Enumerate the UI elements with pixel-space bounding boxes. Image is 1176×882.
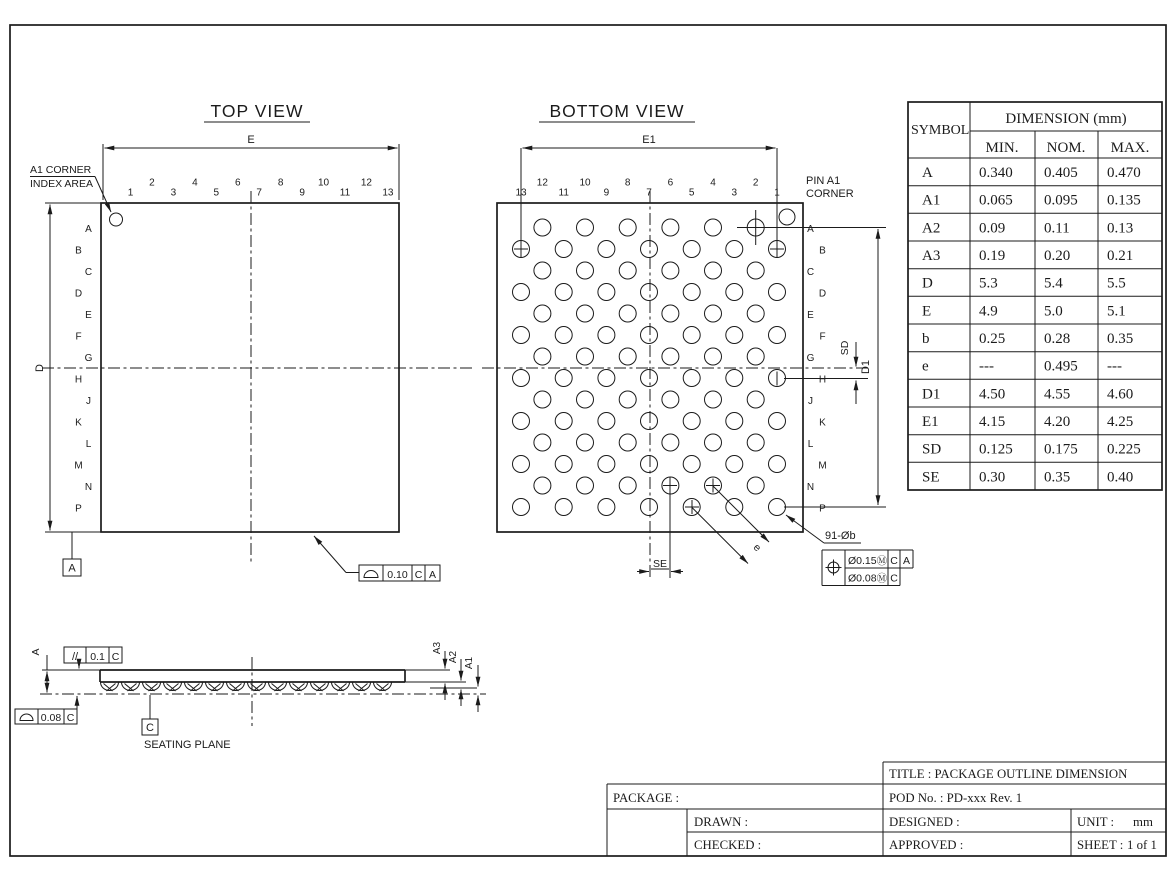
ball-A6 [662, 219, 679, 236]
ball-L4 [705, 434, 722, 451]
ball-D9 [598, 284, 615, 301]
tv-row-label: L [85, 438, 92, 450]
top-view-title: TOP VIEW [210, 101, 304, 121]
table-max: 0.35 [1107, 331, 1134, 347]
tv-col-label: 10 [317, 177, 330, 189]
ball-K9 [598, 413, 615, 430]
tv-row-label: C [84, 266, 93, 278]
bv-row-label: G [806, 352, 815, 364]
a3-dim-label: A3 [432, 641, 443, 655]
table-max: 5.1 [1107, 303, 1126, 320]
ball-A8 [619, 219, 636, 236]
datum-c-label: C [146, 722, 154, 734]
top-view [30, 101, 472, 581]
bv-row-label: C [806, 266, 815, 278]
e-pitch-label: e [750, 541, 764, 555]
table-min: 0.065 [979, 192, 1013, 209]
ball-H11 [555, 370, 572, 387]
fcf-top-ref1: C [414, 569, 423, 581]
ball-B11 [555, 241, 572, 258]
bv-col-label: 13 [515, 187, 527, 199]
side-ball [290, 682, 308, 691]
position-icon [826, 560, 842, 576]
a1-index-circle [110, 213, 123, 226]
ball-C4 [705, 262, 722, 279]
ball-F5 [683, 327, 700, 344]
position-row2-ref1: C [890, 572, 898, 585]
pin-a1-label-line1: PIN A1 [806, 175, 841, 187]
bv-row-label: J [808, 395, 813, 407]
bv-row-label: L [807, 438, 814, 450]
position-row1-value: Ø0.15Ⓜ [848, 555, 888, 567]
table-symbol: A1 [922, 192, 941, 209]
ball-N12 [534, 477, 551, 494]
ball-E2 [747, 305, 764, 322]
table-min: 0.09 [979, 220, 1006, 237]
table-nom: 5.4 [1044, 275, 1063, 292]
ball-P13 [513, 499, 530, 516]
tv-col-label: 1 [127, 187, 134, 199]
tv-row-label: N [84, 481, 93, 493]
table-nom: 0.095 [1044, 192, 1078, 209]
ball-B9 [598, 241, 615, 258]
table-symbol: D [922, 275, 933, 292]
fcf-top-leader [314, 536, 346, 573]
bv-row-label: B [819, 245, 826, 257]
ball-M13 [513, 456, 530, 473]
table-min: 4.9 [979, 303, 998, 320]
ball-H9 [598, 370, 615, 387]
ball-P9 [598, 499, 615, 516]
ball-K11 [555, 413, 572, 430]
side-ball [353, 682, 371, 691]
tv-col-label: 4 [192, 177, 198, 189]
ball-M3 [726, 456, 743, 473]
table-max: 0.135 [1107, 192, 1141, 209]
ball-F7 [641, 327, 658, 344]
a1-dim-label: A1 [464, 656, 475, 670]
tv-row-label: G [84, 352, 93, 364]
e-dim-label: E [247, 134, 255, 146]
sd-dim-label: SD [839, 340, 851, 356]
bv-row-label: A [807, 223, 814, 235]
ball-H5 [683, 370, 700, 387]
table-header-nom: NOM. [1046, 140, 1086, 156]
ball-G4 [705, 348, 722, 365]
tv-col-label: 6 [234, 177, 241, 189]
tv-row-label: B [75, 245, 82, 257]
ball-C6 [662, 262, 679, 279]
tv-col-label: 12 [360, 177, 373, 189]
bv-col-label: 11 [558, 187, 569, 199]
tv-col-label: 5 [213, 187, 220, 199]
datum-a-label: A [68, 562, 76, 575]
side-ball [332, 682, 350, 691]
ball-A4 [705, 219, 722, 236]
ball-M7 [641, 456, 658, 473]
bv-col-label: 2 [752, 177, 759, 189]
bv-col-label: 1 [774, 187, 780, 199]
profile-surface-icon [20, 714, 33, 720]
ball-H7 [641, 370, 658, 387]
table-max: 4.25 [1107, 414, 1134, 430]
side-ball [164, 682, 182, 691]
bv-col-label: 3 [731, 187, 738, 199]
ball-H3 [726, 370, 743, 387]
ball-L10 [577, 434, 594, 451]
ball-G10 [577, 348, 594, 365]
table-header-max: MAX. [1110, 140, 1150, 156]
ball-D13 [513, 284, 530, 301]
tv-row-label: E [85, 309, 92, 321]
title-block-designed: DESIGNED : [889, 815, 960, 829]
bottom-view-column-labels [515, 178, 780, 199]
side-ball [101, 682, 119, 691]
table-max: 4.60 [1107, 386, 1134, 403]
ball-K13 [513, 413, 530, 430]
side-view [15, 641, 486, 751]
ball-D1 [769, 284, 786, 301]
pin-a1-label-line2: CORNER [806, 188, 854, 200]
dimension-table [908, 102, 1162, 490]
table-max: 0.225 [1107, 441, 1141, 458]
tv-col-label: 2 [149, 177, 155, 189]
table-nom: 4.55 [1044, 386, 1071, 403]
ball-M9 [598, 456, 615, 473]
ball-E6 [662, 305, 679, 322]
top-view-column-labels [128, 178, 394, 199]
side-ball [374, 682, 392, 691]
a2-dim-label: A2 [448, 650, 459, 664]
position-row1-ref2: A [902, 555, 911, 567]
side-ball [122, 682, 140, 691]
profile-side-value: 0.08 [40, 712, 62, 724]
bv-row-label: K [819, 417, 826, 429]
seating-plane-label: SEATING PLANE [144, 739, 231, 751]
table-nom: 0.28 [1044, 331, 1071, 347]
tv-row-label: A [85, 223, 92, 235]
ball-D11 [555, 284, 572, 301]
bv-row-label: H [818, 374, 827, 386]
bv-col-label: 6 [667, 177, 674, 189]
tv-col-label: 7 [256, 187, 262, 199]
bv-row-label: P [819, 503, 826, 515]
bv-col-label: 8 [624, 177, 631, 189]
tv-row-label: H [74, 374, 83, 386]
side-ball [206, 682, 224, 691]
e-pitch-line1 [713, 486, 769, 542]
ball-N8 [619, 477, 636, 494]
ball-C2 [747, 262, 764, 279]
ball-J6 [662, 391, 679, 408]
table-min: 0.19 [979, 248, 1006, 264]
side-ball [185, 682, 203, 691]
bottom-view-title: BOTTOM VIEW [549, 101, 685, 121]
ball-D5 [683, 284, 700, 301]
parallelism-icon: // [71, 651, 79, 663]
title-block-unit-label: UNIT : [1077, 815, 1115, 829]
ball-B5 [683, 241, 700, 258]
table-nom: 5.0 [1044, 303, 1063, 320]
ball-B3 [726, 241, 743, 258]
tv-row-label: J [86, 395, 91, 407]
ball-B7 [641, 241, 658, 258]
tv-col-label: 8 [277, 177, 284, 189]
fcf-top-cell-sym [359, 565, 383, 581]
tv-row-label: D [74, 288, 83, 300]
ball-P7 [641, 499, 658, 516]
title-block-sheet-value: 1 of 1 [1127, 838, 1157, 852]
table-nom: 0.20 [1044, 248, 1071, 264]
ball-P11 [555, 499, 572, 516]
table-nom: 4.20 [1044, 414, 1071, 430]
side-ball [269, 682, 287, 691]
side-ball [311, 682, 329, 691]
bv-col-label: 5 [688, 187, 695, 199]
bv-col-label: 12 [536, 177, 548, 189]
table-min: 0.340 [979, 165, 1013, 181]
ball-K3 [726, 413, 743, 430]
ball-J8 [619, 391, 636, 408]
bv-row-label: F [819, 331, 826, 343]
e1-dim-label: E1 [642, 134, 656, 146]
title-block-title: TITLE : PACKAGE OUTLINE DIMENSION [889, 767, 1128, 781]
profile-side-fcf [15, 696, 77, 724]
ball-count-leader [786, 515, 824, 543]
ball-M1 [769, 456, 786, 473]
a-dim-label: A [30, 648, 42, 656]
title-block-package: PACKAGE : [613, 791, 680, 805]
ball-F3 [726, 327, 743, 344]
bv-row-label: N [806, 481, 815, 493]
tv-col-label: 11 [339, 187, 351, 199]
bv-col-label: 9 [603, 187, 610, 199]
ball-J2 [747, 391, 764, 408]
ball-P1 [769, 499, 786, 516]
title-block-pod-no: POD No. : PD-xxx Rev. 1 [889, 791, 1023, 805]
tv-row-label: M [74, 460, 83, 472]
ball-E12 [534, 305, 551, 322]
ball-C12 [534, 262, 551, 279]
parallelism-ref: C [111, 651, 120, 663]
bottom-view [482, 101, 913, 586]
tv-row-label: F [75, 331, 82, 343]
table-max: 5.5 [1107, 275, 1126, 292]
tv-col-label: 3 [170, 187, 177, 199]
ball-F1 [769, 327, 786, 344]
bv-row-label: E [807, 309, 814, 321]
table-min: 0.125 [979, 441, 1013, 458]
ball-L8 [619, 434, 636, 451]
table-nom: 0.495 [1044, 358, 1078, 375]
title-block-checked: CHECKED : [694, 838, 762, 852]
table-symbol: SD [922, 441, 942, 458]
title-block-unit-value: mm [1133, 815, 1153, 829]
side-view-ball-scallops [101, 682, 392, 691]
ball-L12 [534, 434, 551, 451]
fcf-top-value: 0.10 [387, 569, 408, 581]
ball-C8 [619, 262, 636, 279]
d1-dim-label: D1 [860, 359, 872, 375]
table-min: --- [979, 358, 994, 375]
ball-K5 [683, 413, 700, 430]
table-nom: 0.405 [1044, 165, 1078, 181]
table-header-min: MIN. [985, 140, 1019, 156]
ball-K7 [641, 413, 658, 430]
table-min: 5.3 [979, 275, 998, 292]
table-nom: 0.11 [1044, 220, 1070, 237]
table-max: --- [1107, 358, 1122, 375]
ball-K1 [769, 413, 786, 430]
se-dim-label: SE [652, 558, 668, 570]
ball-N2 [747, 477, 764, 494]
table-min: 4.15 [979, 414, 1006, 430]
table-header-dimension: DIMENSION (mm) [1005, 111, 1127, 127]
position-row2-value: Ø0.08Ⓜ [848, 572, 888, 585]
ball-J4 [705, 391, 722, 408]
title-block-sheet-label: SHEET : [1077, 838, 1124, 852]
ball-count-label: 91-Øb [825, 530, 856, 542]
side-ball [227, 682, 245, 691]
table-symbol: A2 [922, 220, 941, 237]
tv-col-label: 9 [299, 187, 305, 199]
table-max: 0.470 [1107, 165, 1141, 181]
ball-F11 [555, 327, 572, 344]
table-max: 0.13 [1107, 220, 1134, 237]
ball-D7 [641, 284, 658, 301]
tv-row-label: P [75, 503, 82, 515]
ball-J12 [534, 391, 551, 408]
profile-surface-icon [364, 571, 378, 578]
table-min: 0.25 [979, 331, 1006, 347]
table-symbol: D1 [922, 386, 941, 403]
table-max: 0.40 [1107, 469, 1134, 486]
bv-row-label: M [818, 460, 827, 472]
table-symbol: b [922, 331, 930, 347]
tv-col-label: 13 [382, 187, 394, 199]
table-symbol: SE [922, 469, 940, 486]
ball-grid [513, 219, 786, 516]
side-ball [248, 682, 266, 691]
table-symbol: E [922, 303, 932, 320]
bottom-view-row-labels [807, 224, 827, 515]
bv-col-label: 4 [710, 177, 716, 189]
title-block-drawn: DRAWN : [694, 815, 749, 829]
ball-F13 [513, 327, 530, 344]
table-max: 0.21 [1107, 248, 1134, 264]
ball-N10 [577, 477, 594, 494]
pin-a1-index-circle [779, 209, 795, 225]
position-row1-ref1: C [890, 555, 898, 567]
top-view-row-labels [74, 224, 92, 515]
ball-J10 [577, 391, 594, 408]
ball-E8 [619, 305, 636, 322]
table-min: 4.50 [979, 386, 1006, 403]
title-block [607, 762, 1166, 856]
a1-corner-label-line2: INDEX AREA [30, 178, 94, 190]
ball-D3 [726, 284, 743, 301]
ball-A12 [534, 219, 551, 236]
table-symbol: A3 [922, 248, 941, 264]
bv-row-label: D [818, 288, 827, 300]
side-ball [143, 682, 161, 691]
ball-G2 [747, 348, 764, 365]
table-symbol: e [922, 358, 929, 375]
bv-col-label: 10 [579, 177, 591, 189]
title-block-approved: APPROVED : [889, 838, 964, 852]
fcf-top-ref2: A [428, 569, 437, 581]
bv-col-label: 7 [646, 187, 652, 199]
parallelism-value: 0.1 [90, 651, 105, 663]
d-dim-label: D [34, 364, 46, 372]
ball-M11 [555, 456, 572, 473]
table-min: 0.30 [979, 469, 1006, 486]
table-header-symbol: SYMBOL [911, 123, 970, 138]
tv-row-label: K [75, 417, 82, 429]
ball-L2 [747, 434, 764, 451]
table-symbol: E1 [922, 414, 939, 430]
a1-corner-label-line1: A1 CORNER [30, 164, 92, 176]
profile-side-ref: C [66, 712, 75, 724]
parallelism-fcf [64, 647, 122, 669]
ball-E10 [577, 305, 594, 322]
ball-G8 [619, 348, 636, 365]
ball-A10 [577, 219, 594, 236]
table-nom: 0.175 [1044, 441, 1078, 458]
ball-L6 [662, 434, 679, 451]
ball-M5 [683, 456, 700, 473]
ball-H13 [513, 370, 530, 387]
ball-E4 [705, 305, 722, 322]
table-nom: 0.35 [1044, 469, 1071, 486]
ball-C10 [577, 262, 594, 279]
ball-G12 [534, 348, 551, 365]
position-fcf [822, 550, 913, 586]
ball-G6 [662, 348, 679, 365]
e-pitch-line2 [692, 508, 748, 564]
table-symbol: A [922, 165, 933, 181]
ball-F9 [598, 327, 615, 344]
